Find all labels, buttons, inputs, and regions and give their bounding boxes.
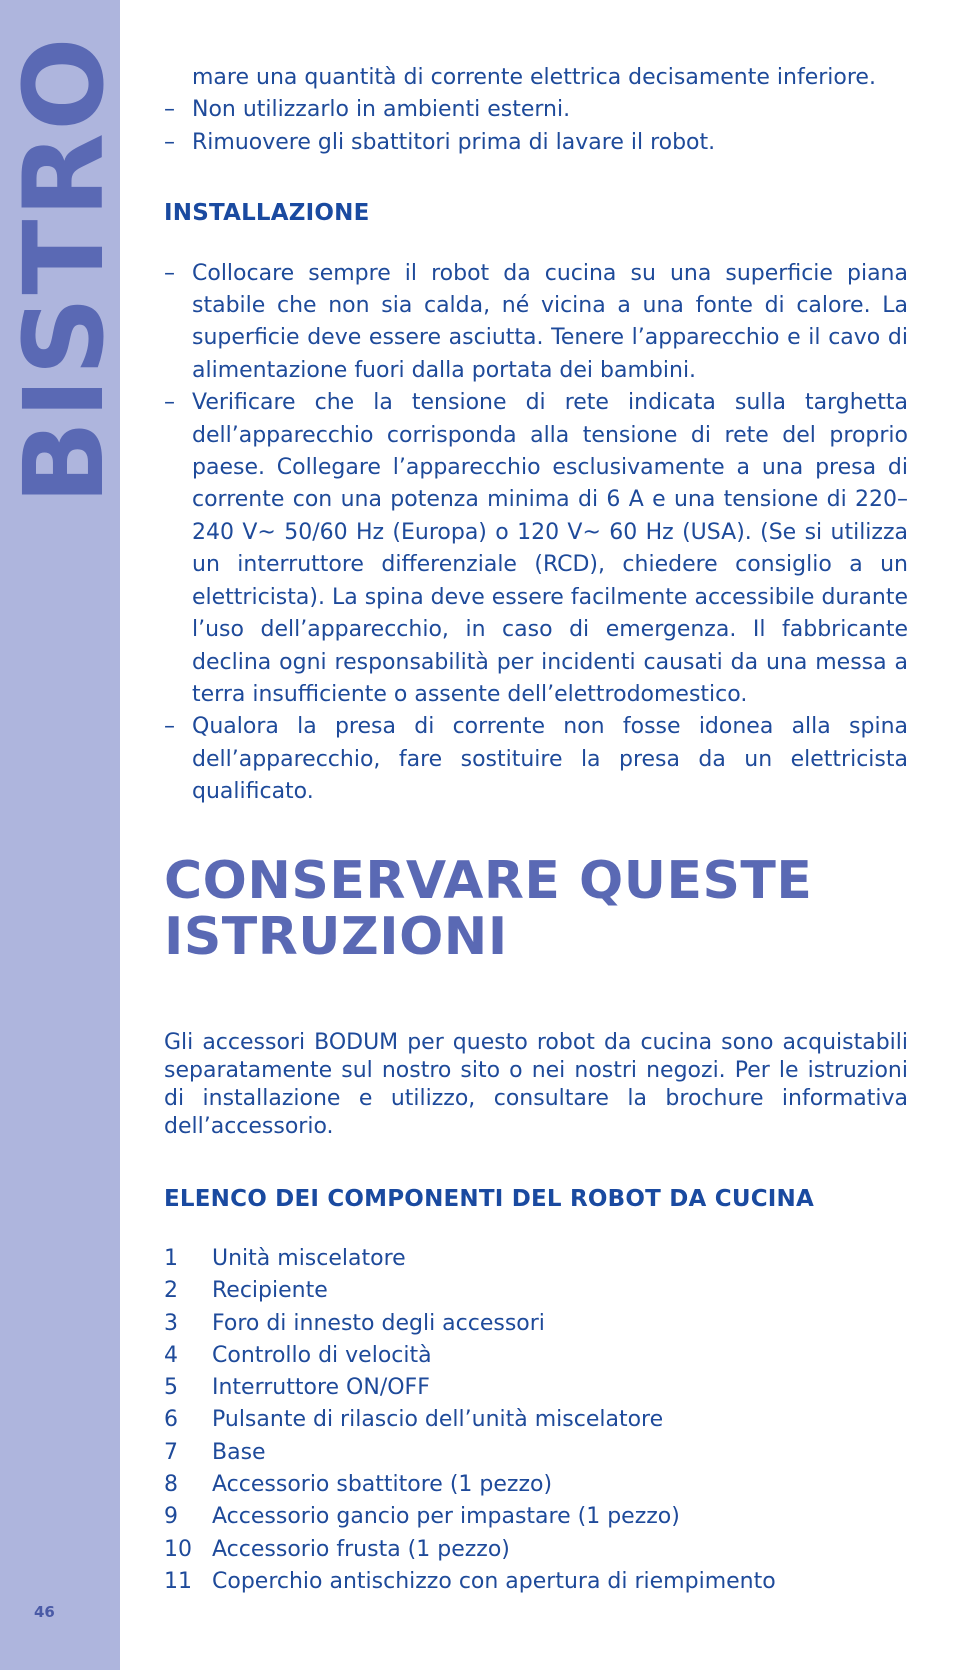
list-item-number: 6	[164, 1407, 178, 1433]
installazione-heading: INSTALLAZIONE	[164, 200, 370, 227]
list-item	[164, 1372, 908, 1404]
list-item-number: 8	[164, 1472, 178, 1498]
list-item-label: Controllo di velocità	[212, 1342, 432, 1368]
list-item-label: Accessorio gancio per impastare (1 pezzo)	[212, 1504, 680, 1530]
list-item	[164, 1501, 908, 1533]
dash-marker: –	[164, 129, 175, 155]
dash-marker: –	[164, 390, 175, 416]
installazione-bullet-text: Collocare sempre il robot da cucina su una superficie piana stabile che non sia calda, né vicina a una fonte di calore. La superficie deve essere asciutta. Tenere l’apparecchio e il cavo di alimentazione fuori dalla portata dei bambini.	[192, 260, 908, 383]
intro-bullet-text: Non utilizzarlo in ambienti esterni.	[192, 97, 571, 123]
list-item-label: Recipiente	[212, 1278, 328, 1304]
list-item-label: Base	[212, 1439, 266, 1465]
intro-bullet	[164, 127, 908, 159]
list-item-label: Foro di innesto degli accessori	[212, 1310, 545, 1336]
list-item-label: Accessorio frusta (1 pezzo)	[212, 1536, 510, 1562]
intro-bullet	[164, 94, 908, 126]
dash-marker: –	[164, 714, 175, 740]
dash-marker: –	[164, 260, 175, 286]
page-number: 46	[34, 1603, 55, 1621]
list-item-number: 4	[164, 1342, 178, 1368]
list-item-number: 1	[164, 1245, 178, 1271]
list-item	[164, 1469, 908, 1501]
installazione-bullet-text: Verificare che la tensione di rete indicata sulla targhetta dell’apparecchio corrisponda alla tensione di rete del proprio paese. Collegare l’apparecchio esclusivamente a una presa di corrente con una potenza minima di 6 A e una tensione di 220–240 V~ 50/60 Hz (Europa) o 120 V~ 60 Hz (USA). (Se si utilizza un interruttore differenziale (RCD), chiedere consiglio a un elettricista). La spina deve essere facilmente accessibile durante l’uso dell’apparecchio, in caso di emergenza. Il fabbricante declina ogni responsabilità per incidenti causati da una messa a terra insufficiente o assente dell’elettrodomestico.	[192, 390, 908, 707]
list-item-label: Coperchio antischizzo con apertura di riempimento	[212, 1568, 776, 1594]
list-item	[164, 1437, 908, 1469]
list-item	[164, 1566, 908, 1598]
list-item-number: 10	[164, 1536, 192, 1562]
componenti-list	[164, 1243, 908, 1598]
dash-marker: –	[164, 97, 175, 123]
brand-logo: BISTRO	[0, 35, 128, 505]
conservare-heading-line2: ISTRUZIONI	[164, 906, 508, 967]
conservare-heading	[164, 850, 908, 967]
list-item-number: 5	[164, 1375, 178, 1401]
list-item-label: Unità miscelatore	[212, 1245, 406, 1271]
page-content	[164, 62, 908, 1598]
list-item-number: 3	[164, 1310, 178, 1336]
list-item	[164, 1340, 908, 1372]
list-item	[164, 1275, 908, 1307]
list-item-label: Accessorio sbattitore (1 pezzo)	[212, 1472, 553, 1498]
componenti-heading: ELENCO DEI COMPONENTI DEL ROBOT DA CUCINA	[164, 1185, 814, 1212]
list-item-label: Pulsante di rilascio dell’unità miscelatore	[212, 1407, 664, 1433]
intro-continuation: mare una quantità di corrente elettrica decisamente inferiore.	[192, 65, 876, 90]
accessori-paragraph: Gli accessori BODUM per questo robot da cucina sono acquistabili separatamente sul nostro sito o nei nostri negozi. Per le istruzioni di installazione e utilizzo, consultare la brochure informativa dell’accessorio.	[164, 1029, 908, 1139]
installazione-bullet	[164, 387, 908, 711]
list-item	[164, 1243, 908, 1275]
list-item	[164, 1534, 908, 1566]
installazione-bullet-text: Qualora la presa di corrente non fosse idonea alla spina dell’apparecchio, fare sostituire la presa da un elettricista qualificato.	[192, 714, 908, 805]
list-item-number: 2	[164, 1278, 178, 1304]
list-item	[164, 1308, 908, 1340]
list-item-number: 7	[164, 1439, 178, 1465]
list-item-label: Interruttore ON/OFF	[212, 1375, 430, 1401]
sidebar	[0, 0, 128, 1670]
list-item	[164, 1404, 908, 1436]
list-item-number: 11	[164, 1568, 192, 1594]
list-item-number: 9	[164, 1504, 178, 1530]
installazione-bullet	[164, 711, 908, 808]
installazione-bullet	[164, 258, 908, 388]
intro-bullet-text: Rimuovere gli sbattitori prima di lavare il robot.	[192, 129, 716, 155]
conservare-heading-line1: CONSERVARE QUESTE	[164, 850, 813, 911]
